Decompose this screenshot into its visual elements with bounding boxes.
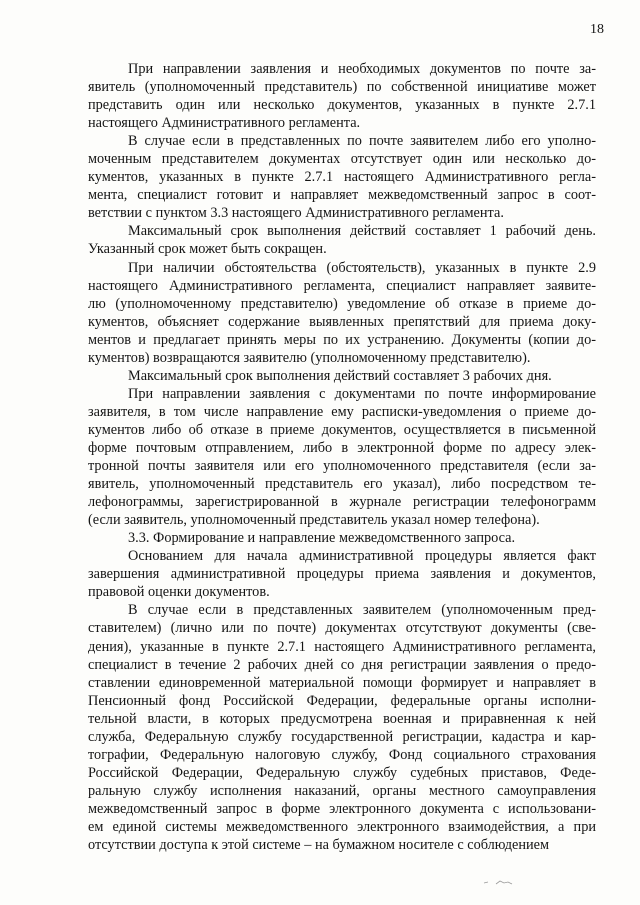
text-line: кументов, указанных в пункте 2.7.1 настоящего Административного регла- bbox=[88, 169, 596, 186]
text-line: При направлении заявления и необходимых документов по почте за- bbox=[128, 61, 596, 77]
text-line: межведомственный запрос в форме электронного документа с использовани- bbox=[88, 800, 596, 817]
text-line: ставителем) (лично или по почте) документах отсутствуют документы (све- bbox=[88, 620, 596, 637]
text-line: дения), указанные в пункте 2.7.1 настоящего Административного регламента, bbox=[88, 638, 596, 655]
text-line: специалист в течение 2 рабочих дней со дня регистрации заявления о предо- bbox=[88, 656, 596, 673]
text-line: ральную службу исполнения наказаний, органы местного самоуправления bbox=[88, 782, 596, 799]
text-line: Российской Федерации, Федеральную службу судебных приставов, Феде- bbox=[88, 764, 596, 781]
text-line: тографии, Федеральную налоговую службу, Фонд социального страхования bbox=[88, 746, 596, 763]
paragraph-p7 bbox=[88, 529, 596, 547]
text-line: настоящего Административного регламента, специалист направляет заявите- bbox=[88, 277, 596, 294]
paragraph-p4 bbox=[88, 259, 596, 367]
text-line: ветствии с пунктом 3.3 настоящего Административного регламента. bbox=[88, 205, 504, 222]
scan-mark bbox=[482, 878, 522, 886]
text-line: кументов, объясняет содержание выявленных препятствий для приема доку- bbox=[88, 313, 596, 330]
text-line: тельной власти, в которых предусмотрена военная и приравненная к ней bbox=[88, 710, 596, 727]
text-line: моченным представителем документах отсутствует один или несколько до- bbox=[88, 151, 596, 168]
paragraph-p2 bbox=[88, 132, 596, 222]
text-line: Указанный срок может быть сокращен. bbox=[88, 241, 327, 258]
text-line: ем единой системы межведомственного электронного взаимодействия, а при bbox=[88, 818, 596, 835]
text-line: Максимальный срок выполнения действий составляет 1 рабочий день. bbox=[128, 223, 596, 240]
text-line: Максимальный срок выполнения действий составляет 3 рабочих дня. bbox=[128, 367, 552, 384]
paragraph-p3 bbox=[88, 222, 596, 258]
page-number: 18 bbox=[590, 22, 604, 37]
paragraph-p6 bbox=[88, 385, 596, 529]
text-line: 3.3. Формирование и направление межведомственного запроса. bbox=[128, 530, 516, 547]
text-line: форме почтовым отправлением, либо в электронной форме по адресу элек- bbox=[88, 439, 596, 456]
paragraph-p5 bbox=[88, 367, 596, 385]
text-line: отсутствии доступа к этой системе – на бумажном носителе с соблюдением bbox=[88, 837, 550, 854]
text-line: тронной почты заявителя или его уполномоченного представителя (если за- bbox=[88, 458, 596, 475]
text-line: кументов) возвращаются заявителю (уполномоченному представителю). bbox=[88, 349, 531, 366]
text-line: Пенсионный фонд Российской Федерации, федеральные органы исполни- bbox=[88, 692, 596, 709]
text-line: кументов либо об отказе в приеме документов, осуществляется в письменной bbox=[88, 421, 596, 438]
text-line: явитель (уполномоченный представитель) по собственной инициативе может bbox=[88, 79, 596, 96]
document-body bbox=[88, 60, 596, 854]
text-line: мента, специалист готовит и направляет межведомственный запрос в соот- bbox=[88, 187, 596, 204]
text-line: служба, Федеральную службу государственной регистрации, кадастра и кар- bbox=[88, 728, 596, 745]
text-line: представить один или несколько документов, указанных в пункте 2.7.1 bbox=[88, 97, 596, 114]
text-line: лю (уполномоченному представителю) уведомление об отказе в приеме до- bbox=[88, 295, 596, 312]
text-line: завершения административной процедуры приема заявления и документов, bbox=[88, 566, 596, 583]
paragraph-p1 bbox=[88, 60, 596, 132]
text-line: При направлении заявления с документами по почте информирование bbox=[128, 385, 596, 402]
text-line: В случае если в представленных заявителем (уполномоченным пред- bbox=[128, 602, 596, 619]
text-line: ментов и предлагает принять меры по их устранению. Документы (копии до- bbox=[88, 331, 596, 348]
text-line: В случае если в представленных по почте заявителем либо его уполно- bbox=[128, 133, 596, 150]
paragraph-p8 bbox=[88, 547, 596, 601]
text-line: правовой оценки документов. bbox=[88, 584, 270, 601]
text-line: явитель, уполномоченный представитель его указал), либо посредством те- bbox=[88, 476, 596, 493]
text-line: настоящего Административного регламента. bbox=[88, 115, 361, 132]
text-line: При наличии обстоятельства (обстоятельств), указанных в пункте 2.9 bbox=[128, 259, 596, 276]
text-line: Основанием для начала административной процедуры является факт bbox=[128, 548, 596, 565]
paragraph-p9 bbox=[88, 601, 596, 854]
text-line: ставлении единовременной материальной помощи формирует и направляет в bbox=[88, 674, 596, 691]
text-line: лефонограммы, зарегистрированной в журнале регистрации телефонограмм bbox=[88, 494, 596, 511]
text-line: (если заявитель, уполномоченный представитель указал номер телефона). bbox=[88, 512, 540, 529]
text-line: заявителя, в том числе направление ему расписки-уведомления о приеме до- bbox=[88, 403, 596, 420]
